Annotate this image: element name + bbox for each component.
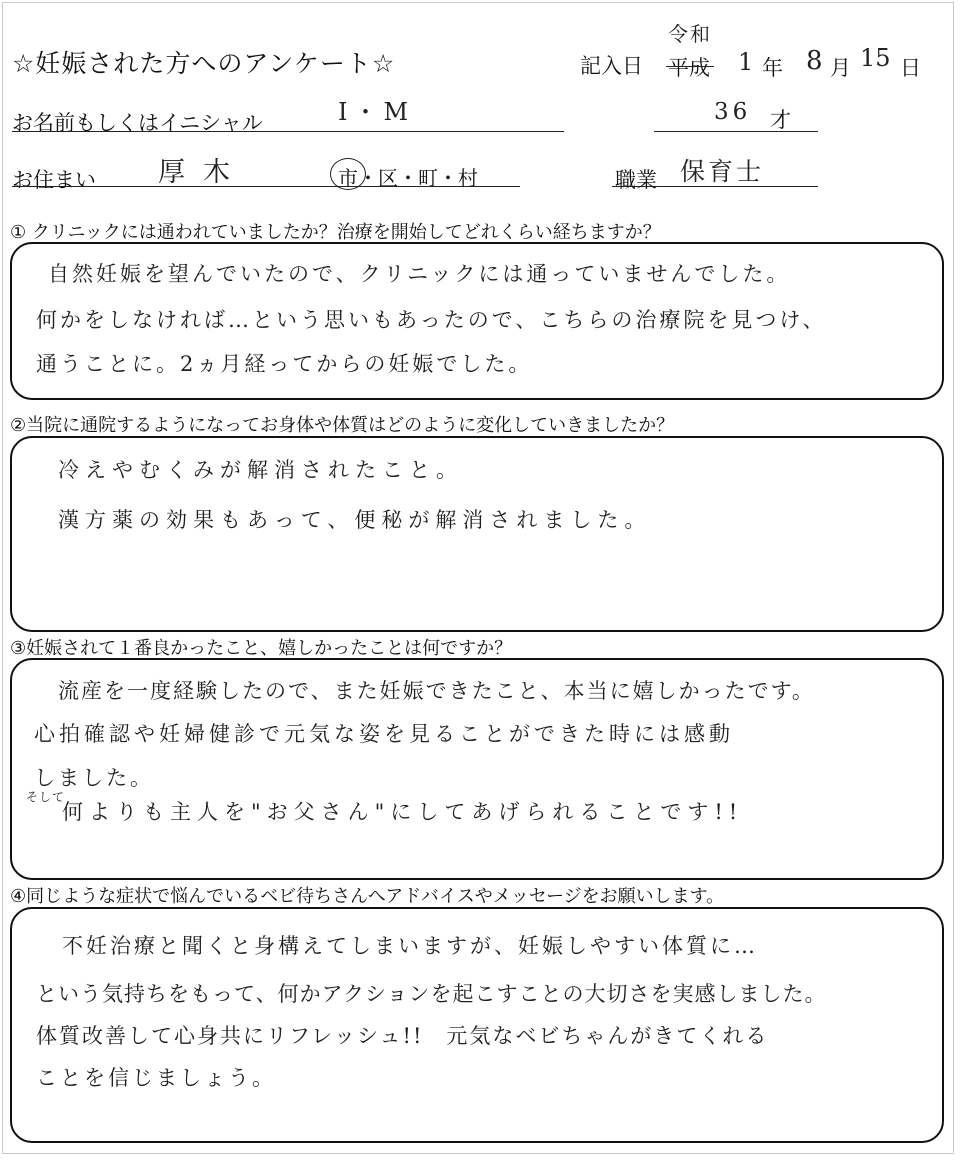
occupation-underline (612, 186, 818, 187)
date-month: 8 (806, 46, 827, 76)
question-3: ③妊娠されて１番良かったこと、嬉しかったことは何ですか？ (10, 638, 513, 659)
date-year: 1 (738, 48, 758, 76)
era-handwritten: 令和 (668, 22, 712, 46)
answer-2-line-2: 漢方薬の効果もあって、便秘が解消されました。 (58, 508, 652, 532)
answer-1-line-1: 自然妊娠を望んでいたので、クリニックには通っていませんでした。 (48, 262, 791, 286)
answer-3-line-1: 流産を一度経験したので、また妊娠できたこと、本当に嬉しかったです。 (58, 679, 815, 703)
city-options: 市・区・町・村 (338, 166, 478, 190)
answer-4-line-2: という気持ちをもって、何かアクションを起こすことの大切さを実感しました。 (36, 982, 827, 1006)
date-day-unit: 日 (900, 56, 921, 80)
name-label: お名前もしくはイニシャル (12, 111, 263, 135)
date-label: 記入日 (580, 54, 643, 78)
age-unit: 才 (770, 108, 791, 132)
occupation-value: 保育士 (680, 157, 765, 186)
era-strike (666, 66, 714, 67)
date-month-unit: 月 (830, 56, 851, 80)
answer-4-line-3: 体質改善して心身共にリフレッシュ!! 元気なベビちゃんがきてくれる (36, 1024, 769, 1048)
question-4: ④同じような症状で悩んでいるベビ待ちさんへアドバイスやメッセージをお願いします。 (10, 886, 725, 907)
answer-4-line-1: 不妊治療と聞くと身構えてしまいますが、妊娠しやすい体質に… (62, 934, 758, 958)
date-year-unit: 年 (762, 56, 783, 80)
name-underline (12, 131, 564, 132)
answer-1-line-2: 何かをしなければ…という思いもあったので、こちらの治療院を見つけ、 (36, 308, 827, 332)
answer-4-line-4: ことを信じましょう。 (36, 1066, 276, 1090)
question-1: ① クリニックには通われていましたか？治療を開始してどれくらい経ちますか？ (10, 222, 661, 243)
date-day: 15 (860, 44, 891, 72)
survey-title: ☆妊娠された方へのアンケート☆ (12, 49, 396, 78)
answer-3-line-2: 心拍確認や妊婦健診で元気な姿を見ることができた時には感動 (34, 722, 734, 746)
address-label: お住まい (12, 168, 96, 192)
age-underline (654, 131, 818, 132)
era-printed: 平成 (668, 56, 710, 80)
answer-2-line-1: 冷えやむくみが解消されたこと。 (58, 458, 463, 482)
address-underline (12, 186, 520, 187)
answer-3-line-4: 何よりも主人を"お父さん"にしてあげられることです!! (62, 800, 744, 824)
occupation-label: 職業 (615, 168, 657, 192)
age-value: 36 (714, 99, 752, 125)
name-value: I・M (338, 98, 415, 126)
question-2: ②当院に通院するようになってお身体や体質はどのように変化していきましたか？ (10, 415, 675, 436)
answer-3-line-3: しました。 (34, 766, 154, 790)
address-value: 厚木 (158, 157, 248, 188)
answer-1-line-3: 通うことに。2ヵ月経ってからの妊娠でした。 (36, 352, 533, 376)
answer-3-note: そして (26, 790, 66, 804)
